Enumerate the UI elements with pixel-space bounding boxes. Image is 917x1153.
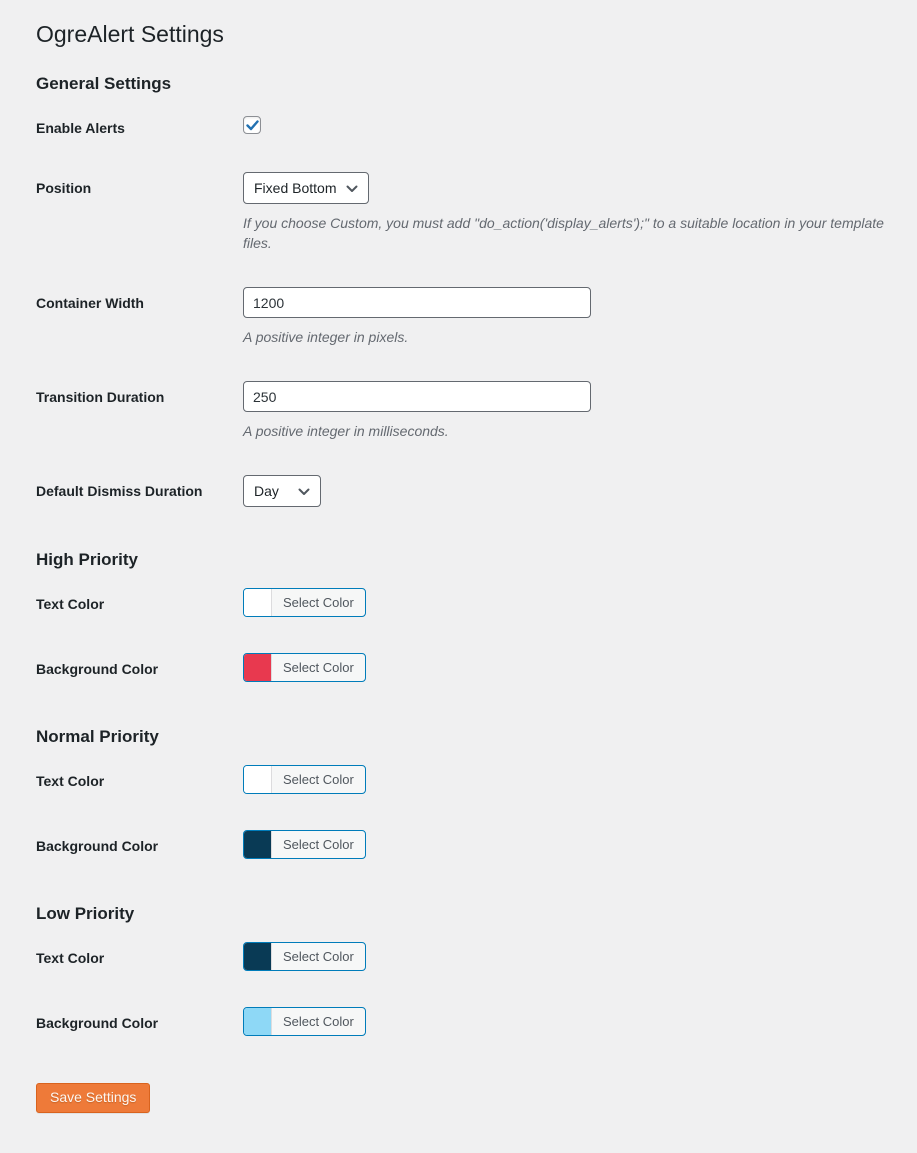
high-priority-text-color-label: Text Color [36, 596, 105, 612]
color-swatch [244, 943, 272, 970]
select-color-label: Select Color [283, 772, 354, 787]
select-color-label: Select Color [283, 595, 354, 610]
color-swatch [244, 766, 272, 793]
color-swatch [244, 1008, 272, 1035]
color-swatch [244, 589, 272, 616]
section-heading-normal-priority: Normal Priority [36, 727, 159, 746]
low-priority-background-color-label: Background Color [36, 1015, 159, 1031]
container-width-label: Container Width [36, 295, 144, 311]
position-description: If you choose Custom, you must add "do_action('display_alerts');" to a suitable location in your template files. [243, 215, 884, 251]
transition-duration-input[interactable] [243, 381, 591, 412]
low-priority-table [36, 925, 887, 1055]
section-heading-general: General Settings [36, 74, 172, 93]
general-settings-table [36, 95, 887, 524]
high-priority-text-color-picker-button[interactable] [243, 588, 366, 617]
normal-priority-text-color-row [36, 748, 887, 813]
high-priority-text-color-row [36, 571, 887, 636]
default-dismiss-duration-row [36, 458, 887, 524]
select-color-label: Select Color [283, 1014, 354, 1029]
normal-priority-background-color-picker-button[interactable] [243, 830, 366, 859]
page-title: OgreAlert Settings [36, 21, 224, 47]
position-label: Position [36, 180, 92, 196]
select-color-label: Select Color [283, 837, 354, 852]
enable-alerts-row [36, 95, 887, 155]
container-width-description: A positive integer in pixels. [243, 329, 409, 345]
normal-priority-background-color-label: Background Color [36, 838, 159, 854]
transition-duration-row [36, 364, 887, 458]
position-select-value: Fixed Bottom [254, 180, 337, 196]
chevron-down-icon [346, 185, 358, 193]
normal-priority-table [36, 748, 887, 878]
low-priority-background-color-picker-button[interactable] [243, 1007, 366, 1036]
container-width-row [36, 270, 887, 364]
check-icon [246, 120, 259, 131]
color-swatch [244, 831, 272, 858]
normal-priority-background-color-row [36, 813, 887, 878]
transition-duration-description: A positive integer in milliseconds. [243, 423, 449, 439]
high-priority-background-color-row [36, 636, 887, 701]
high-priority-background-color-label: Background Color [36, 661, 159, 677]
enable-alerts-label: Enable Alerts [36, 120, 125, 136]
high-priority-table [36, 571, 887, 701]
transition-duration-label: Transition Duration [36, 389, 165, 405]
low-priority-text-color-row [36, 925, 887, 990]
default-dismiss-duration-select[interactable] [243, 475, 321, 507]
default-dismiss-duration-label: Default Dismiss Duration [36, 483, 203, 499]
position-row [36, 155, 887, 270]
enable-alerts-checkbox[interactable] [243, 116, 261, 134]
select-color-label: Select Color [283, 949, 354, 964]
normal-priority-text-color-label: Text Color [36, 773, 105, 789]
save-settings-button[interactable]: Save Settings [36, 1083, 150, 1113]
low-priority-text-color-label: Text Color [36, 950, 105, 966]
low-priority-background-color-row [36, 990, 887, 1055]
low-priority-text-color-picker-button[interactable] [243, 942, 366, 971]
section-heading-high-priority: High Priority [36, 550, 139, 569]
chevron-down-icon [298, 488, 310, 496]
position-select[interactable] [243, 172, 369, 204]
select-color-label: Select Color [283, 660, 354, 675]
color-swatch [244, 654, 272, 681]
default-dismiss-duration-value: Day [254, 483, 279, 499]
container-width-input[interactable] [243, 287, 591, 318]
high-priority-background-color-picker-button[interactable] [243, 653, 366, 682]
section-heading-low-priority: Low Priority [36, 904, 135, 923]
normal-priority-text-color-picker-button[interactable] [243, 765, 366, 794]
